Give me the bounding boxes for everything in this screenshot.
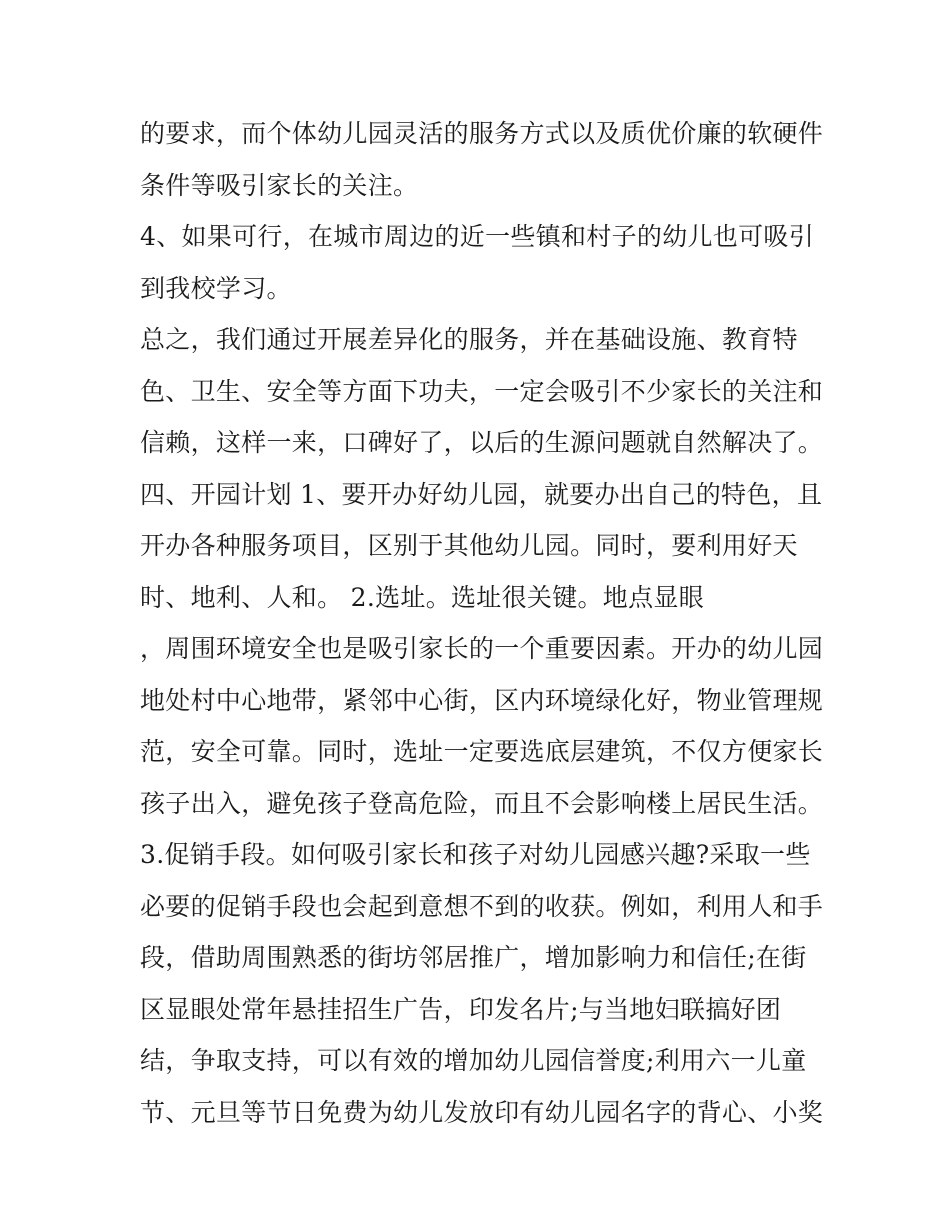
text-line: 4、如果可行，在城市周边的近一些镇和村子的幼儿也可吸引 [140, 222, 815, 251]
text-line: 孩子出入，避免孩子登高危险，而且不会影响楼上居民生活。 [140, 788, 824, 818]
text-line: 色、卫生、安全等方面下功夫，一定会吸引不少家长的关注和 [140, 376, 824, 406]
text-line: 时、地利、人和。 2.选址。选址很关键。地点显眼 [140, 582, 705, 612]
text-line: 范，安全可靠。同时，选址一定要选底层建筑，不仅方便家长 [140, 737, 824, 766]
text-line: 的要求，而个体幼儿园灵活的服务方式以及质优价廉的软硬件 [140, 119, 824, 148]
text-line: 区显眼处常年悬挂招生广告，印发名片;与当地妇联搞好团 [140, 994, 782, 1024]
text-line: 开办各种服务项目，区别于其他幼儿园。同时，要利用好天 [140, 531, 798, 560]
text-line: 总之，我们通过开展差异化的服务，并在基础设施、教育特 [140, 325, 798, 354]
text-line: 段，借助周围熟悉的街坊邻居推广，增加影响力和信任;在街 [140, 943, 807, 972]
text-line: 结，争取支持，可以有效的增加幼儿园信誉度;利用六一儿童 [140, 1046, 807, 1075]
text-line: 3.促销手段。如何吸引家长和孩子对幼儿园感兴趣?采取一些 [140, 840, 811, 869]
text-line: 到我校学习。 [140, 273, 292, 303]
text-line: 信赖，这样一来，口碑好了，以后的生源问题就自然解决了。 [140, 428, 824, 457]
text-line: 必要的促销手段也会起到意想不到的收获。例如，利用人和手 [140, 891, 824, 921]
text-line: 节、元旦等节日免费为幼儿发放印有幼儿园名字的背心、小奖 [140, 1097, 824, 1127]
text-line: 四、开园计划 1、要开办好幼儿园，就要办出自己的特色，且 [140, 479, 823, 509]
text-line: ，周围环境安全也是吸引家长的一个重要因素。开办的幼儿园 [140, 634, 824, 663]
text-line: 地处村中心地带，紧邻中心街，区内环境绿化好，物业管理规 [140, 685, 824, 715]
document-body [140, 108, 824, 1138]
text-line: 条件等吸引家长的关注。 [140, 170, 419, 200]
